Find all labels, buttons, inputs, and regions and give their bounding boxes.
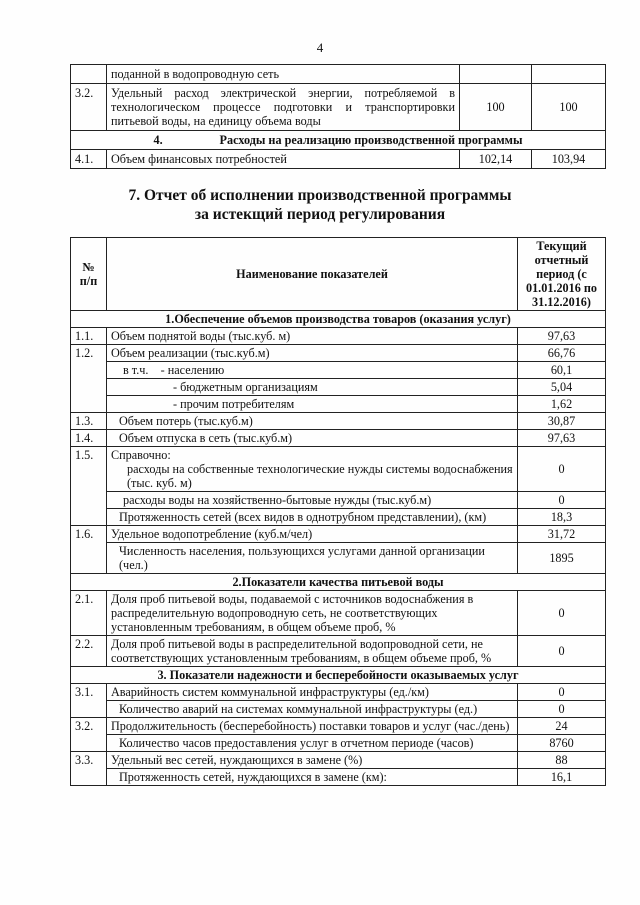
row-name [107, 447, 518, 492]
row-value: 5,04 [518, 379, 606, 396]
table-row [71, 591, 606, 636]
row-value: 0 [518, 701, 606, 718]
row-number: 1.3. [71, 413, 107, 430]
row-name: Протяженность сетей, нуждающихся в замене (км): [107, 769, 518, 786]
row-number: 1.1. [71, 328, 107, 345]
row-number-empty [71, 396, 107, 413]
row-number: 3.2. [71, 718, 107, 735]
report-table [70, 237, 606, 786]
row-name: Количество часов предоставления услуг в отчетном периоде (часов) [107, 735, 518, 752]
row-number: 3.3. [71, 752, 107, 769]
row-value-1: 102,14 [460, 150, 532, 169]
table-row [71, 752, 606, 769]
table-row [71, 150, 606, 169]
row-value: 16,1 [518, 769, 606, 786]
row-number-empty [71, 509, 107, 526]
section-header-row [71, 667, 606, 684]
row-value: 24 [518, 718, 606, 735]
row-name: Доля проб питьевой воды в распределительной водопроводной сети, не соответствующих установленным требованиям, в общем объеме проб, % [107, 636, 518, 667]
row-number-empty [71, 379, 107, 396]
table-row [71, 84, 606, 131]
row-number: 1.6. [71, 526, 107, 543]
row-value-2: 103,94 [532, 150, 606, 169]
row-name: Протяженность сетей (всех видов в однотрубном представлении), (км) [107, 509, 518, 526]
row-value: 1,62 [518, 396, 606, 413]
table-row [71, 492, 606, 509]
reference-text: расходы на собственные технологические нужды системы водоснабжения (тыс. куб. м) [127, 462, 513, 490]
row-value: 1895 [518, 543, 606, 574]
row-name: Объем финансовых потребностей [107, 150, 460, 169]
row-value: 88 [518, 752, 606, 769]
row-number-empty [71, 769, 107, 786]
row-name: - прочим потребителям [107, 396, 518, 413]
row-name: Удельный расход электрической энергии, потребляемой в технологическом процессе подготовки и транспортировки питьевой воды, на единицу объема воды [107, 84, 460, 131]
table-row [71, 396, 606, 413]
row-name: Объем реализации (тыс.куб.м) [107, 345, 518, 362]
row-number: 4.1. [71, 150, 107, 169]
table-row [71, 65, 606, 84]
table-row [71, 447, 606, 492]
row-value: 8760 [518, 735, 606, 752]
table-row [71, 430, 606, 447]
table-row [71, 413, 606, 430]
row-value: 31,72 [518, 526, 606, 543]
section-title: 1.Обеспечение объемов производства товаров (оказания услуг) [71, 311, 606, 328]
row-name: Доля проб питьевой воды, подаваемой с источников водоснабжения в распределительную водопроводную сеть, не соответствующих установленным требованиям, в общем объеме проб, % [107, 591, 518, 636]
section-header-row [71, 131, 606, 150]
section-title: Расходы на реализацию производственной программы [219, 133, 523, 147]
row-name: поданной в водопроводную сеть [107, 65, 460, 84]
row-value: 97,63 [518, 430, 606, 447]
section-header [71, 131, 606, 150]
section-number: 4. [153, 133, 163, 147]
continued-table [70, 64, 606, 169]
row-number-empty [71, 735, 107, 752]
row-value-1: 100 [460, 84, 532, 131]
row-value-2 [532, 65, 606, 84]
table-row [71, 345, 606, 362]
table-row [71, 543, 606, 574]
row-name: Объем потерь (тыс.куб.м) [107, 413, 518, 430]
row-value: 0 [518, 492, 606, 509]
row-value-2: 100 [532, 84, 606, 131]
row-number: 1.4. [71, 430, 107, 447]
report-title-line-1: 7. Отчет об исполнении производственной программы [128, 187, 512, 204]
row-number: 3.2. [71, 84, 107, 131]
row-number-empty [71, 701, 107, 718]
row-value: 0 [518, 591, 606, 636]
row-value: 66,76 [518, 345, 606, 362]
section-header-row [71, 311, 606, 328]
table-row [71, 526, 606, 543]
row-name: Аварийность систем коммунальной инфраструктуры (ед./км) [107, 684, 518, 701]
row-value-1 [460, 65, 532, 84]
row-number: 2.1. [71, 591, 107, 636]
row-value: 18,3 [518, 509, 606, 526]
section-title: 2.Показатели качества питьевой воды [71, 574, 606, 591]
table-row [71, 362, 606, 379]
row-value: 0 [518, 684, 606, 701]
header-period: Текущий отчетный период (с 01.01.2016 по 31.12.2016) [518, 238, 606, 311]
row-number [71, 65, 107, 84]
row-name: в т.ч. - населению [107, 362, 518, 379]
row-value: 60,1 [518, 362, 606, 379]
row-name: Объем отпуска в сеть (тыс.куб.м) [107, 430, 518, 447]
table-row [71, 769, 606, 786]
row-name: Объем поднятой воды (тыс.куб. м) [107, 328, 518, 345]
row-name: Удельный вес сетей, нуждающихся в замене (%) [107, 752, 518, 769]
page-number: 4 [316, 40, 324, 55]
row-value: 0 [518, 447, 606, 492]
row-number-empty [71, 492, 107, 509]
section-title: 3. Показатели надежности и бесперебойности оказываемых услуг [71, 667, 606, 684]
table-row [71, 718, 606, 735]
section-header-row [71, 574, 606, 591]
header-number: № п/п [71, 238, 107, 311]
row-name: Удельное водопотребление (куб.м/чел) [107, 526, 518, 543]
row-number: 3.1. [71, 684, 107, 701]
row-value: 97,63 [518, 328, 606, 345]
row-number: 2.2. [71, 636, 107, 667]
row-number: 1.5. [71, 447, 107, 492]
row-name: Продолжительность (бесперебойность) поставки товаров и услуг (час./день) [107, 718, 518, 735]
row-name: Количество аварий на системах коммунальной инфраструктуры (ед.) [107, 701, 518, 718]
table-row [71, 684, 606, 701]
header-row [71, 238, 606, 311]
table-row [71, 735, 606, 752]
reference-label: Справочно: [111, 448, 171, 462]
table-row [71, 509, 606, 526]
report-title-line-2: за истекщий период регулирования [194, 206, 446, 223]
row-number-empty [71, 543, 107, 574]
row-number-empty [71, 362, 107, 379]
table-row [71, 328, 606, 345]
row-value: 30,87 [518, 413, 606, 430]
row-name: - бюджетным организациям [107, 379, 518, 396]
table-row [71, 636, 606, 667]
report-title [0, 186, 640, 224]
table-row [71, 701, 606, 718]
row-value: 0 [518, 636, 606, 667]
row-name: Численность населения, пользующихся услугами данной организации (чел.) [107, 543, 518, 574]
row-number: 1.2. [71, 345, 107, 362]
header-name: Наименование показателей [107, 238, 518, 311]
table-row [71, 379, 606, 396]
row-name: расходы воды на хозяйственно-бытовые нужды (тыс.куб.м) [107, 492, 518, 509]
